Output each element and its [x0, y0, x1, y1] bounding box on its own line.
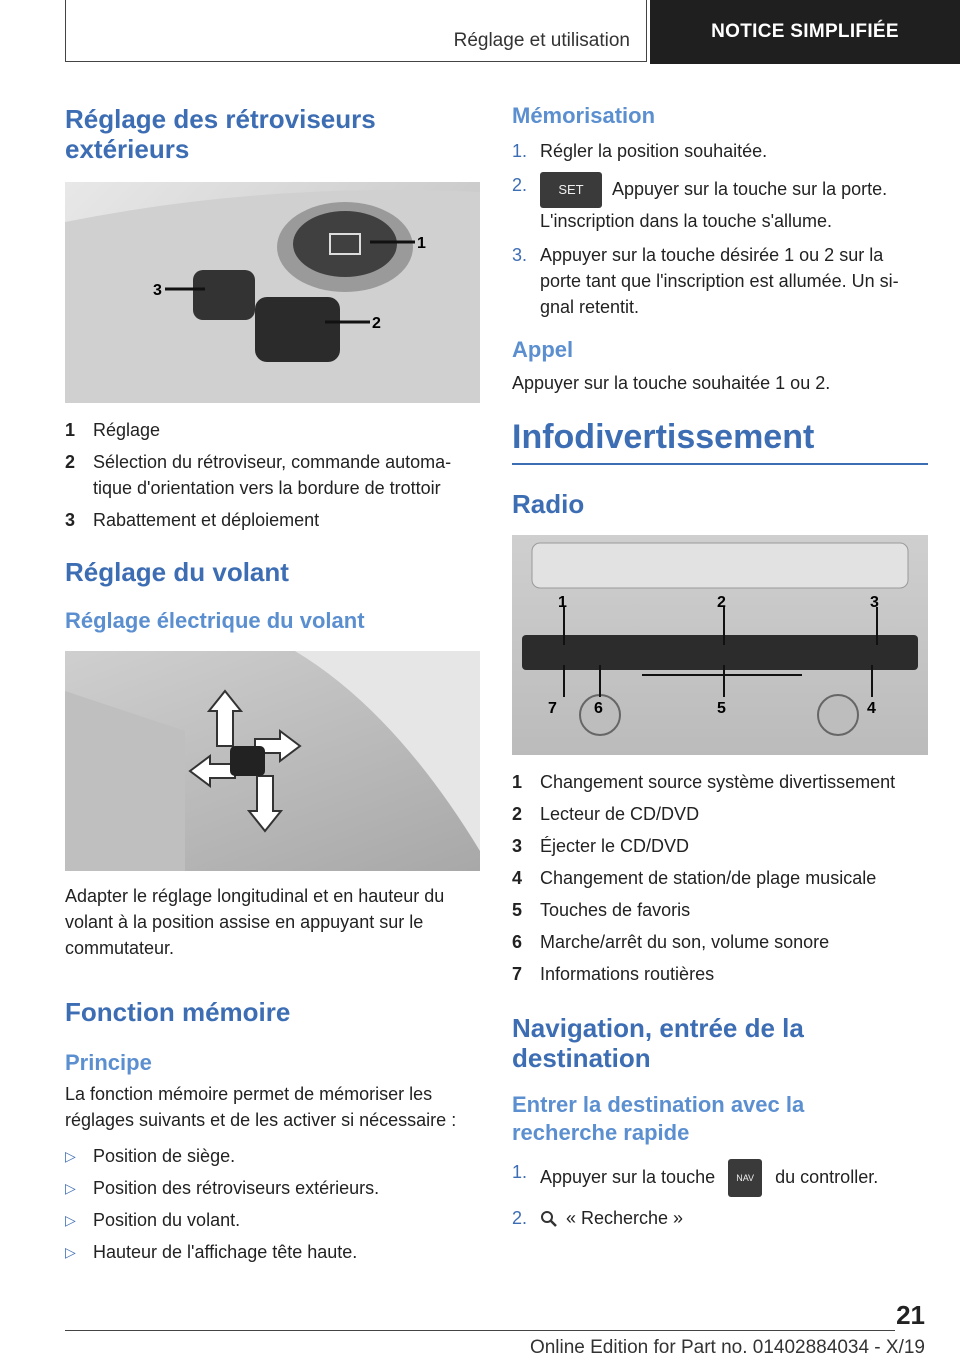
- radio-callout-5: 5: [717, 700, 726, 717]
- mirror-callout-2: 2: [372, 315, 381, 332]
- radio-callout-4: 4: [867, 700, 876, 717]
- radio-panel-figure: [512, 535, 928, 755]
- radio-legend: [512, 769, 928, 987]
- navigation-heading: Navigation, entrée de la destination: [512, 1013, 804, 1073]
- wheel-text: Adapter le réglage longitudinal et en hauteur du volant à la position assise en appuyant sur le commutateur.: [65, 886, 445, 958]
- recall-heading: Appel: [512, 337, 574, 362]
- nav-key-icon: NAV: [728, 1159, 762, 1197]
- mirror-legend: [65, 417, 480, 533]
- mirror-callout-1: 1: [417, 235, 426, 252]
- radio-callout-7: 7: [548, 700, 557, 717]
- radio-callout-6: 6: [594, 700, 603, 717]
- principle-text: La fonction mémoire permet de mémoriser les réglages suivants et de les activer si nécessaire :: [65, 1084, 457, 1130]
- legend-item: 3 Éjecter le CD/DVD: [512, 836, 690, 856]
- radio-heading: Radio: [512, 489, 585, 519]
- page-number: 21: [896, 1300, 925, 1330]
- triangle-bullet-icon: ▷: [65, 1244, 76, 1260]
- legend-item: 4 Changement de station/de plage musicale: [512, 868, 877, 888]
- legend-item: 2 Sélection du rétroviseur, commande automa-tique d'orientation vers la bordure de trottoir: [65, 452, 452, 498]
- steering-switch-figure: [65, 651, 480, 871]
- memorise-steps: [512, 138, 928, 320]
- infotainment-heading: Infodivertissement: [512, 418, 928, 465]
- triangle-bullet-icon: ▷: [65, 1212, 76, 1228]
- list-item: ▷ Position du volant.: [65, 1207, 480, 1233]
- radio-callout-3: 3: [870, 594, 879, 611]
- step-item: 2. « Recherche »: [512, 1208, 684, 1228]
- legend-item: 1 Changement source système divertissement: [512, 772, 896, 792]
- triangle-bullet-icon: ▷: [65, 1148, 76, 1164]
- memory-bullets: [65, 1143, 480, 1265]
- mirror-switch-illustration: [65, 182, 480, 403]
- header-frame: [65, 0, 647, 62]
- legend-item: 5 Touches de favoris: [512, 900, 691, 920]
- list-item: ▷ Position des rétroviseurs extérieurs.: [65, 1175, 480, 1201]
- search-icon: [540, 1210, 558, 1228]
- legend-item: 1 Réglage: [65, 420, 161, 440]
- radio-panel-illustration: [512, 535, 928, 755]
- wheel-heading: Réglage du volant: [65, 557, 289, 587]
- quick-search-heading: Entrer la destination avec la recherche rapide: [512, 1092, 805, 1145]
- legend-item: 3 Rabattement et déploiement: [65, 510, 320, 530]
- list-item: ▷ Position de siège.: [65, 1143, 480, 1169]
- step-item: 2. SET Appuyer sur la touche sur la porte. L'inscription dans la touche s'allume.: [512, 172, 928, 234]
- principle-heading: Principe: [65, 1050, 152, 1075]
- radio-callout-2: 2: [717, 594, 726, 611]
- legend-item: 2 Lecteur de CD/DVD: [512, 804, 700, 824]
- steering-switch-illustration: [65, 651, 480, 871]
- footer-divider: [65, 1330, 895, 1331]
- step-item: 1. Régler la position souhaitée.: [512, 141, 768, 161]
- radio-callout-1: 1: [558, 594, 567, 611]
- mirror-callout-3: 3: [153, 282, 162, 299]
- mirror-switch-figure: [65, 182, 480, 403]
- triangle-bullet-icon: ▷: [65, 1180, 76, 1196]
- navigation-steps: [512, 1159, 928, 1231]
- left-column: [65, 100, 480, 1271]
- list-item: ▷ Hauteur de l'affichage tête haute.: [65, 1239, 480, 1265]
- legend-item: 6 Marche/arrêt du son, volume sonore: [512, 932, 830, 952]
- recall-text: Appuyer sur la touche souhaitée 1 ou 2.: [512, 373, 831, 393]
- edition-note: Online Edition for Part no. 01402884034 - X/19: [529, 1337, 925, 1358]
- step-item: 1. Appuyer sur la touche NAV du controller.: [512, 1159, 928, 1197]
- memorise-heading: Mémorisation: [512, 103, 656, 128]
- memory-heading: Fonction mémoire: [65, 997, 291, 1027]
- set-key-icon: SET: [540, 172, 602, 208]
- page-header: [65, 0, 960, 64]
- step-item: 3. Appuyer sur la touche désirée 1 ou 2 sur la porte tant que l'inscription est allumée. Un si-gnal retentit.: [512, 245, 899, 317]
- mirrors-heading: Réglage des rétroviseurs extérieurs: [65, 104, 376, 164]
- notice-tag: NOTICE SIMPLIFIÉE: [650, 0, 960, 64]
- right-column: [512, 100, 928, 1239]
- wheel-subheading: Réglage électrique du volant: [65, 608, 365, 633]
- section-title: Réglage et utilisation: [453, 30, 630, 51]
- legend-item: 7 Informations routières: [512, 964, 715, 984]
